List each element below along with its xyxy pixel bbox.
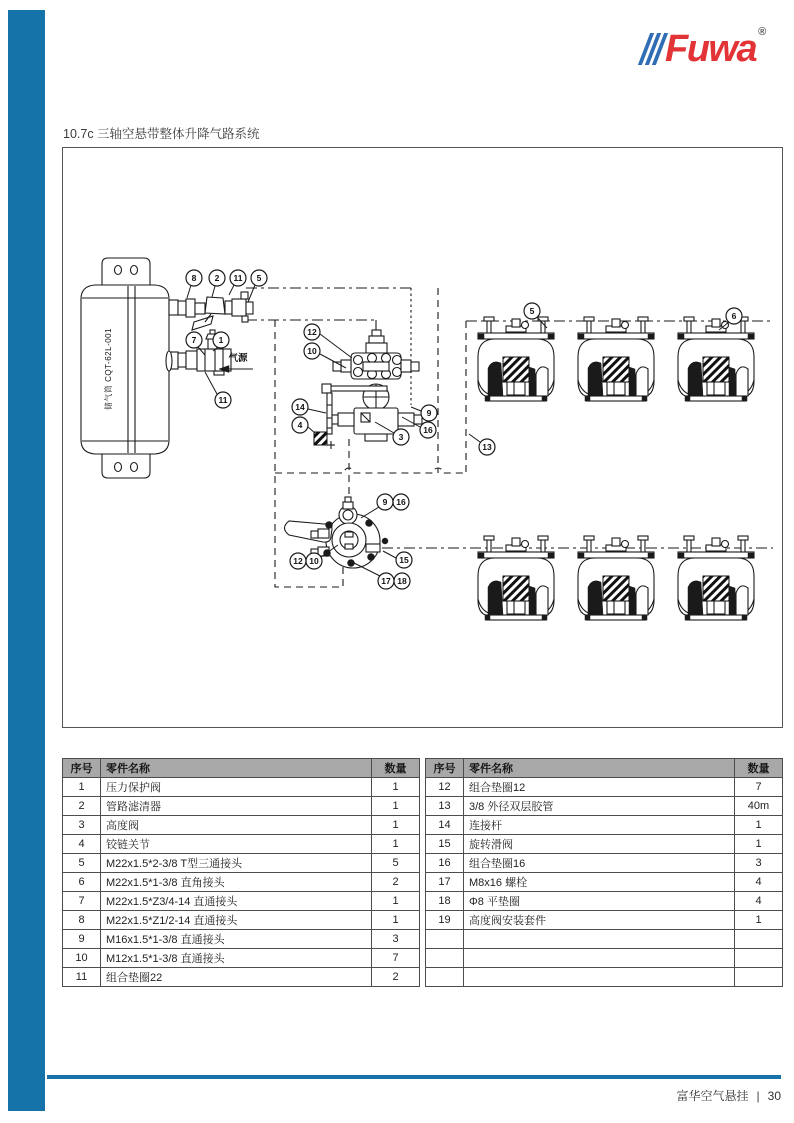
svg-text:5: 5	[529, 306, 535, 316]
callout-5	[248, 270, 267, 302]
table-row: 3 高度阀 1	[63, 816, 420, 835]
air-spring	[678, 317, 754, 401]
svg-text:4: 4	[297, 420, 303, 430]
svg-text:5: 5	[256, 273, 262, 283]
svg-text:15: 15	[399, 555, 409, 565]
air-source-label: 气源	[228, 353, 248, 364]
table-row: 4 铰链关节 1	[63, 835, 420, 854]
svg-text:17: 17	[381, 576, 391, 586]
section-title: 10.7c 三轴空悬带整体升降气路系统	[63, 127, 260, 141]
svg-text:13: 13	[482, 442, 492, 452]
table-row: 12 组合垫圈12 7	[426, 778, 783, 797]
callout-8	[186, 270, 202, 298]
callout-4	[292, 417, 315, 433]
footer-divider	[47, 1075, 781, 1079]
svg-text:11: 11	[218, 395, 228, 405]
svg-text:14: 14	[295, 402, 305, 412]
table-header-row	[426, 759, 783, 778]
svg-text:6: 6	[731, 311, 737, 321]
col-header-qty: 数量	[372, 759, 420, 778]
air-spring	[478, 317, 554, 401]
col-header-part-name: 零件名称	[464, 759, 735, 778]
table-row	[426, 930, 783, 949]
diagram-svg	[63, 148, 782, 727]
table-row: 16 组合垫圈16 3	[426, 854, 783, 873]
table-row: 19 高度阀安装套件 1	[426, 911, 783, 930]
col-header-no: 序号	[63, 759, 101, 778]
svg-text:7: 7	[191, 335, 197, 345]
table-row	[426, 949, 783, 968]
svg-text:12: 12	[307, 327, 317, 337]
tank-top-fitting-chain	[178, 292, 253, 330]
svg-text:11: 11	[233, 273, 243, 283]
col-header-part-name: 零件名称	[101, 759, 372, 778]
table-row: 5 M22x1.5*2-3/8 T型三通接头 5	[63, 854, 420, 873]
callout-13	[469, 434, 495, 455]
table-row: 9 M16x1.5*1-3/8 直通接头 3	[63, 930, 420, 949]
table-row: 2 管路滤清器 1	[63, 797, 420, 816]
svg-text:10: 10	[307, 346, 317, 356]
table-row: 8 M22x1.5*Z1/2-14 直通接头 1	[63, 911, 420, 930]
svg-text:16: 16	[396, 497, 406, 507]
table-row: 13 3/8 外径双层胶管 40m	[426, 797, 783, 816]
svg-text:2: 2	[214, 273, 220, 283]
tank-label: 储气筒 CQT-62L-001	[104, 327, 113, 411]
callout-11b	[205, 372, 231, 408]
table-row: 7 M22x1.5*Z3/4-14 直通接头 1	[63, 892, 420, 911]
pneumatic-circuit-diagram	[62, 147, 783, 728]
table-row: 10 M12x1.5*1-3/8 直通接头 7	[63, 949, 420, 968]
svg-text:3: 3	[398, 432, 404, 442]
table-row: 1 压力保护阀 1	[63, 778, 420, 797]
parts-table-right	[425, 758, 783, 987]
svg-text:12: 12	[293, 556, 303, 566]
callout-10	[304, 343, 346, 368]
callout-12b	[290, 553, 306, 569]
footer	[677, 1087, 782, 1104]
callout-9b	[361, 494, 393, 518]
table-row: 6 M22x1.5*1-3/8 直角接头 2	[63, 873, 420, 892]
left-accent-bar	[8, 10, 45, 1111]
svg-text:8: 8	[191, 273, 197, 283]
air-spring	[578, 317, 654, 401]
callout-16b	[393, 494, 409, 510]
svg-text:16: 16	[423, 425, 433, 435]
table-row: 18 Φ8 平垫圈 4	[426, 892, 783, 911]
logo-wordmark: Fuwa ®	[665, 26, 765, 70]
table-row: 17 M8x16 螺栓 4	[426, 873, 783, 892]
table-header-row	[63, 759, 420, 778]
callout-6	[719, 308, 742, 330]
footer-brand: 富华空气悬挂	[676, 1089, 749, 1103]
parts-table-left	[62, 758, 420, 987]
callout-2	[209, 270, 225, 297]
air-spring	[478, 536, 554, 620]
callout-11	[229, 270, 246, 295]
col-header-qty: 数量	[735, 759, 783, 778]
callout-14	[292, 399, 326, 415]
svg-text:18: 18	[397, 576, 407, 586]
svg-text:9: 9	[382, 497, 388, 507]
table-row: 14 连接杆 1	[426, 816, 783, 835]
callout-18	[394, 573, 410, 589]
table-row: 11 组合垫圈22 2	[63, 968, 420, 987]
svg-text:9: 9	[426, 408, 432, 418]
footer-page-number: 30	[767, 1089, 781, 1103]
col-header-no: 序号	[426, 759, 464, 778]
air-tank	[81, 258, 178, 478]
air-spring	[578, 536, 654, 620]
air-spring	[678, 536, 754, 620]
footer-separator: |	[756, 1089, 760, 1103]
svg-text:10: 10	[309, 556, 319, 566]
table-row: 15 旋转滑阀 1	[426, 835, 783, 854]
table-row	[426, 968, 783, 987]
registered-mark: ®	[758, 26, 765, 38]
callout-15	[383, 551, 412, 568]
svg-text:1: 1	[218, 335, 224, 345]
fuwa-logo	[644, 22, 765, 68]
